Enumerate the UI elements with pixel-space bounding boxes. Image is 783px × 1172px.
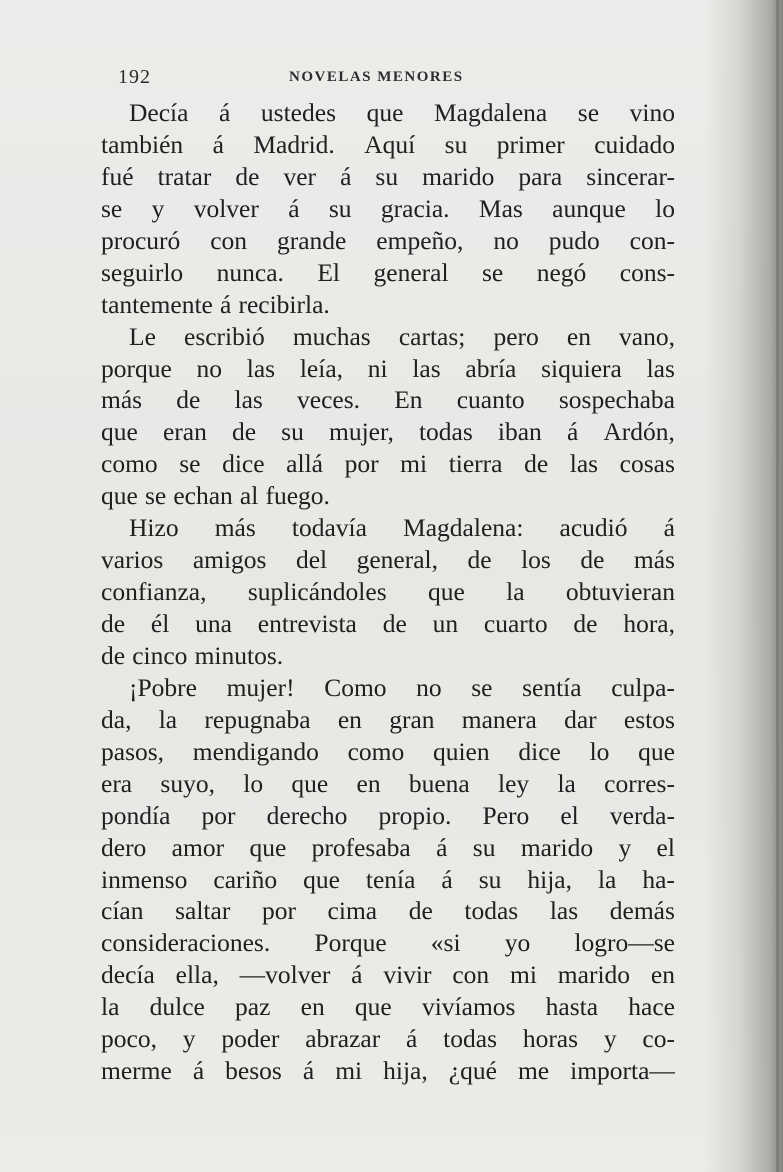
text-line: [101, 257, 675, 289]
word: hora,: [623, 609, 675, 638]
word: general,: [356, 545, 439, 575]
word: se: [482, 257, 504, 287]
word: á: [302, 1056, 315, 1086]
text-line: [101, 672, 675, 704]
word: todavía: [291, 513, 367, 543]
word: saltar: [175, 896, 231, 926]
word: una: [195, 609, 232, 638]
word: me: [517, 1056, 550, 1086]
word: que: [291, 768, 329, 798]
word: todas: [418, 417, 473, 447]
word: vivir: [383, 960, 432, 990]
word: todas: [443, 1024, 497, 1054]
word: también: [101, 129, 184, 159]
word: procuró: [101, 225, 181, 255]
word: con: [452, 960, 490, 990]
text-line: [101, 448, 675, 480]
word: ha-: [642, 864, 675, 894]
word: hace: [628, 992, 675, 1022]
word: su: [328, 193, 352, 223]
word: para: [518, 161, 563, 191]
text-line: [101, 416, 675, 448]
word: á: [288, 193, 300, 223]
word: muchas: [292, 321, 371, 351]
word: á: [340, 161, 352, 191]
word: merme: [101, 1056, 172, 1086]
word: dar: [564, 704, 597, 734]
word: de: [235, 161, 260, 191]
word: cuanto: [456, 385, 525, 415]
word: buena: [408, 768, 470, 798]
word: propio.: [378, 800, 452, 830]
word: general: [373, 257, 449, 287]
word: vivíamos: [421, 992, 516, 1022]
word: eran: [162, 417, 207, 447]
word: grande: [276, 225, 347, 255]
word: hija,: [527, 864, 572, 894]
word: en: [337, 704, 362, 734]
word: abrazar: [305, 1024, 381, 1054]
word: se: [179, 449, 201, 479]
word: porque: [101, 353, 172, 383]
word: á: [192, 1056, 205, 1086]
word: al: [239, 481, 259, 511]
word: las: [549, 896, 579, 926]
word: En: [394, 385, 423, 415]
word: ley: [498, 768, 530, 798]
word: á: [212, 129, 224, 159]
text-line: [101, 959, 675, 991]
word: recibirla.: [238, 289, 330, 319]
text-line: [101, 97, 675, 129]
word: obtuvieran: [565, 577, 675, 607]
word: las: [246, 353, 276, 383]
text-line: [101, 353, 675, 385]
text-line: [101, 1023, 675, 1055]
word: á: [351, 960, 363, 990]
word: que: [638, 736, 675, 766]
word: su: [281, 417, 304, 447]
page-number: 192: [118, 66, 151, 88]
word: ella,: [175, 960, 219, 990]
word: él: [150, 609, 170, 638]
word: quien: [432, 736, 490, 766]
word: y: [151, 193, 165, 223]
word: Ardón,: [603, 417, 675, 447]
word: el: [560, 800, 579, 830]
word: no: [493, 225, 519, 255]
word: pero: [493, 321, 539, 351]
text-line: [101, 927, 675, 959]
word: Magdalena: [433, 98, 548, 127]
word: verda-: [609, 800, 675, 830]
text-line: [101, 576, 675, 608]
word: mi: [510, 960, 537, 990]
word: nunca.: [216, 257, 284, 287]
word: la: [101, 992, 120, 1022]
word: suplicándoles: [247, 577, 387, 607]
word: sincerar-: [586, 161, 675, 191]
word: —volver: [239, 960, 331, 990]
word: Porque: [314, 928, 387, 958]
word: y: [603, 1024, 617, 1054]
word: que: [427, 577, 465, 607]
word: más: [214, 513, 256, 543]
word: su: [444, 129, 468, 159]
word: besos: [225, 1056, 282, 1086]
word: se: [577, 98, 600, 127]
word: no: [196, 353, 223, 383]
word: los: [521, 545, 551, 575]
word: da,: [101, 704, 132, 734]
word: El: [317, 257, 341, 287]
word: co-: [642, 1024, 675, 1054]
word: la: [158, 704, 178, 734]
word: de: [573, 609, 598, 638]
word: las: [646, 353, 675, 383]
word: fuego.: [265, 481, 330, 511]
word: ni: [367, 353, 388, 383]
word: mi: [335, 1056, 363, 1086]
word: cuidado: [594, 129, 675, 159]
word: de: [580, 545, 605, 575]
word: ¿qué: [448, 1056, 497, 1086]
word: manera: [461, 704, 537, 734]
word: cariño: [213, 864, 278, 894]
word: abría: [465, 353, 517, 383]
text-line: [101, 512, 675, 544]
word: importa—: [570, 1056, 675, 1086]
word: ver: [283, 161, 317, 191]
text-line: [101, 640, 675, 672]
word: Como: [324, 672, 387, 702]
word: en: [356, 768, 381, 798]
word: hija,: [383, 1056, 428, 1086]
word: la: [557, 768, 576, 798]
word: fué: [101, 161, 134, 191]
word: de: [101, 640, 126, 670]
word: minutos.: [194, 640, 284, 670]
word: marido: [557, 960, 631, 990]
word: tenía: [365, 864, 416, 894]
text-line: [101, 480, 675, 512]
page-header: [118, 66, 678, 90]
word: gracia.: [380, 193, 450, 223]
text-line: [101, 704, 675, 736]
text-line: [101, 832, 675, 864]
word: de: [101, 609, 126, 638]
word: Le: [129, 321, 156, 351]
word: era: [101, 768, 133, 798]
text-line: [101, 736, 675, 768]
word: mujer!: [226, 672, 295, 702]
word: tratar: [157, 161, 212, 191]
word: todas: [464, 896, 519, 926]
word: de: [176, 385, 201, 415]
word: no: [416, 672, 442, 702]
word: Hizo: [129, 513, 179, 543]
word: decía: [101, 960, 155, 990]
word: sentía: [522, 672, 582, 702]
word: de: [467, 545, 492, 575]
word: demás: [609, 896, 675, 926]
word: y: [182, 1024, 196, 1054]
word: logro—se: [574, 928, 675, 958]
word: marido: [422, 161, 495, 191]
word: gran: [389, 704, 435, 734]
word: cuarto: [483, 609, 548, 638]
word: cartas;: [398, 321, 466, 351]
word: pudo: [548, 225, 600, 255]
text-line: [101, 864, 675, 896]
word: iban: [497, 417, 542, 447]
word: volver: [193, 193, 259, 223]
word: que: [101, 417, 138, 447]
word: dice: [518, 736, 561, 766]
word: Pero: [482, 800, 530, 830]
word: acudió: [559, 513, 628, 543]
word: cían: [101, 896, 144, 926]
text-line: [101, 1055, 675, 1087]
word: corres-: [604, 768, 675, 798]
text-line: [101, 384, 675, 416]
word: sospechaba: [558, 385, 675, 415]
word: pondía: [101, 800, 171, 830]
word: cosas: [619, 449, 675, 479]
body-text: [101, 97, 675, 1087]
word: la: [506, 577, 525, 607]
word: las: [234, 385, 263, 415]
word: dulce: [149, 992, 205, 1022]
word: cima: [327, 896, 378, 926]
word: Decía: [129, 98, 189, 127]
word: leía,: [299, 353, 344, 383]
word: paz: [235, 992, 271, 1022]
word: entrevista: [257, 609, 357, 638]
word: como: [101, 449, 158, 479]
word: cinco: [132, 640, 188, 670]
word: el: [656, 832, 675, 862]
word: repugnaba: [204, 704, 311, 734]
word: á: [436, 832, 448, 862]
word: las: [412, 353, 441, 383]
word: amor: [171, 832, 225, 862]
word: mendigando: [192, 736, 319, 766]
text-line: [101, 161, 675, 193]
word: suyo,: [160, 768, 215, 798]
word: seguirlo: [101, 257, 184, 287]
word: que: [354, 992, 392, 1022]
word: que: [249, 832, 287, 862]
word: vino: [629, 98, 675, 127]
word: estos: [623, 704, 675, 734]
word: yo: [504, 928, 531, 958]
text-line: [101, 544, 675, 576]
text-line: [101, 800, 675, 832]
text-line: [101, 768, 675, 800]
word: á: [406, 1024, 418, 1054]
word: marido: [520, 832, 594, 862]
word: con-: [629, 225, 675, 255]
word: aunque: [552, 193, 626, 223]
word: las: [569, 449, 599, 479]
word: por: [344, 449, 379, 479]
word: su: [375, 161, 399, 191]
word: ustedes: [260, 98, 336, 127]
word: vano,: [619, 321, 675, 351]
word: en: [566, 321, 591, 351]
word: echan: [173, 481, 233, 511]
word: más: [633, 545, 675, 575]
word: más: [101, 385, 143, 415]
word: inmenso: [101, 864, 188, 894]
word: lo: [655, 193, 675, 223]
text-line: [101, 289, 675, 321]
word: como: [347, 736, 405, 766]
word: consideraciones.: [101, 928, 271, 958]
word: horas: [522, 1024, 579, 1054]
word: mujer,: [328, 417, 394, 447]
word: á: [663, 513, 675, 543]
text-line: [101, 225, 675, 257]
word: tantemente: [101, 289, 213, 319]
word: lo: [589, 736, 610, 766]
text-line: [101, 321, 675, 353]
word: pasos,: [101, 736, 165, 766]
word: siquiera: [541, 353, 622, 383]
word: dero: [101, 832, 147, 862]
text-line: [101, 991, 675, 1023]
word: un: [432, 609, 459, 638]
word: de: [524, 449, 549, 479]
word: á: [220, 289, 232, 319]
word: primer: [496, 129, 565, 159]
word: allá: [286, 449, 323, 479]
word: «si: [430, 928, 461, 958]
word: se: [101, 193, 123, 223]
word: tierra: [448, 449, 503, 479]
text-line: [101, 129, 675, 161]
word: del: [295, 545, 328, 575]
word: Mas: [478, 193, 523, 223]
word: culpa-: [611, 672, 675, 702]
word: á: [219, 98, 231, 127]
word: empeño,: [376, 225, 464, 255]
word: que: [303, 864, 340, 894]
word: profesaba: [311, 832, 411, 862]
word: veces.: [297, 385, 361, 415]
word: lo: [243, 768, 264, 798]
word: que: [366, 98, 404, 127]
text-line: [101, 895, 675, 927]
running-head: NOVELAS MENORES: [289, 69, 464, 85]
page-edge: [776, 0, 779, 1172]
word: cons-: [619, 257, 675, 287]
word: á: [441, 864, 453, 894]
word: Aquí: [364, 129, 416, 159]
word: se: [144, 481, 167, 511]
word: de: [382, 609, 407, 638]
word: en: [300, 992, 325, 1022]
word: escribió: [184, 321, 265, 351]
word: de: [408, 896, 433, 926]
word: por: [261, 896, 296, 926]
text-line: [101, 193, 675, 225]
word: varios: [101, 545, 164, 575]
word: por: [201, 800, 236, 830]
word: la: [597, 864, 617, 894]
word: hasta: [545, 992, 599, 1022]
word: con: [210, 225, 248, 255]
text-line: [101, 608, 675, 640]
word: dice: [222, 449, 265, 479]
word: en: [650, 960, 675, 990]
word: su: [478, 864, 502, 894]
word: se: [471, 672, 493, 702]
word: de: [231, 417, 257, 447]
word: poco,: [101, 1024, 157, 1054]
word: derecho: [266, 800, 348, 830]
word: confianza,: [101, 577, 207, 607]
word: amigos: [192, 545, 267, 575]
word: á: [566, 417, 579, 447]
word: mi: [400, 449, 428, 479]
word: su: [472, 832, 496, 862]
word: Madrid.: [253, 129, 335, 159]
word: que: [101, 481, 138, 511]
word: ¡Pobre: [129, 672, 197, 702]
word: Magdalena:: [403, 513, 524, 543]
word: poder: [221, 1024, 280, 1054]
word: negó: [536, 257, 587, 287]
word: y: [618, 832, 632, 862]
